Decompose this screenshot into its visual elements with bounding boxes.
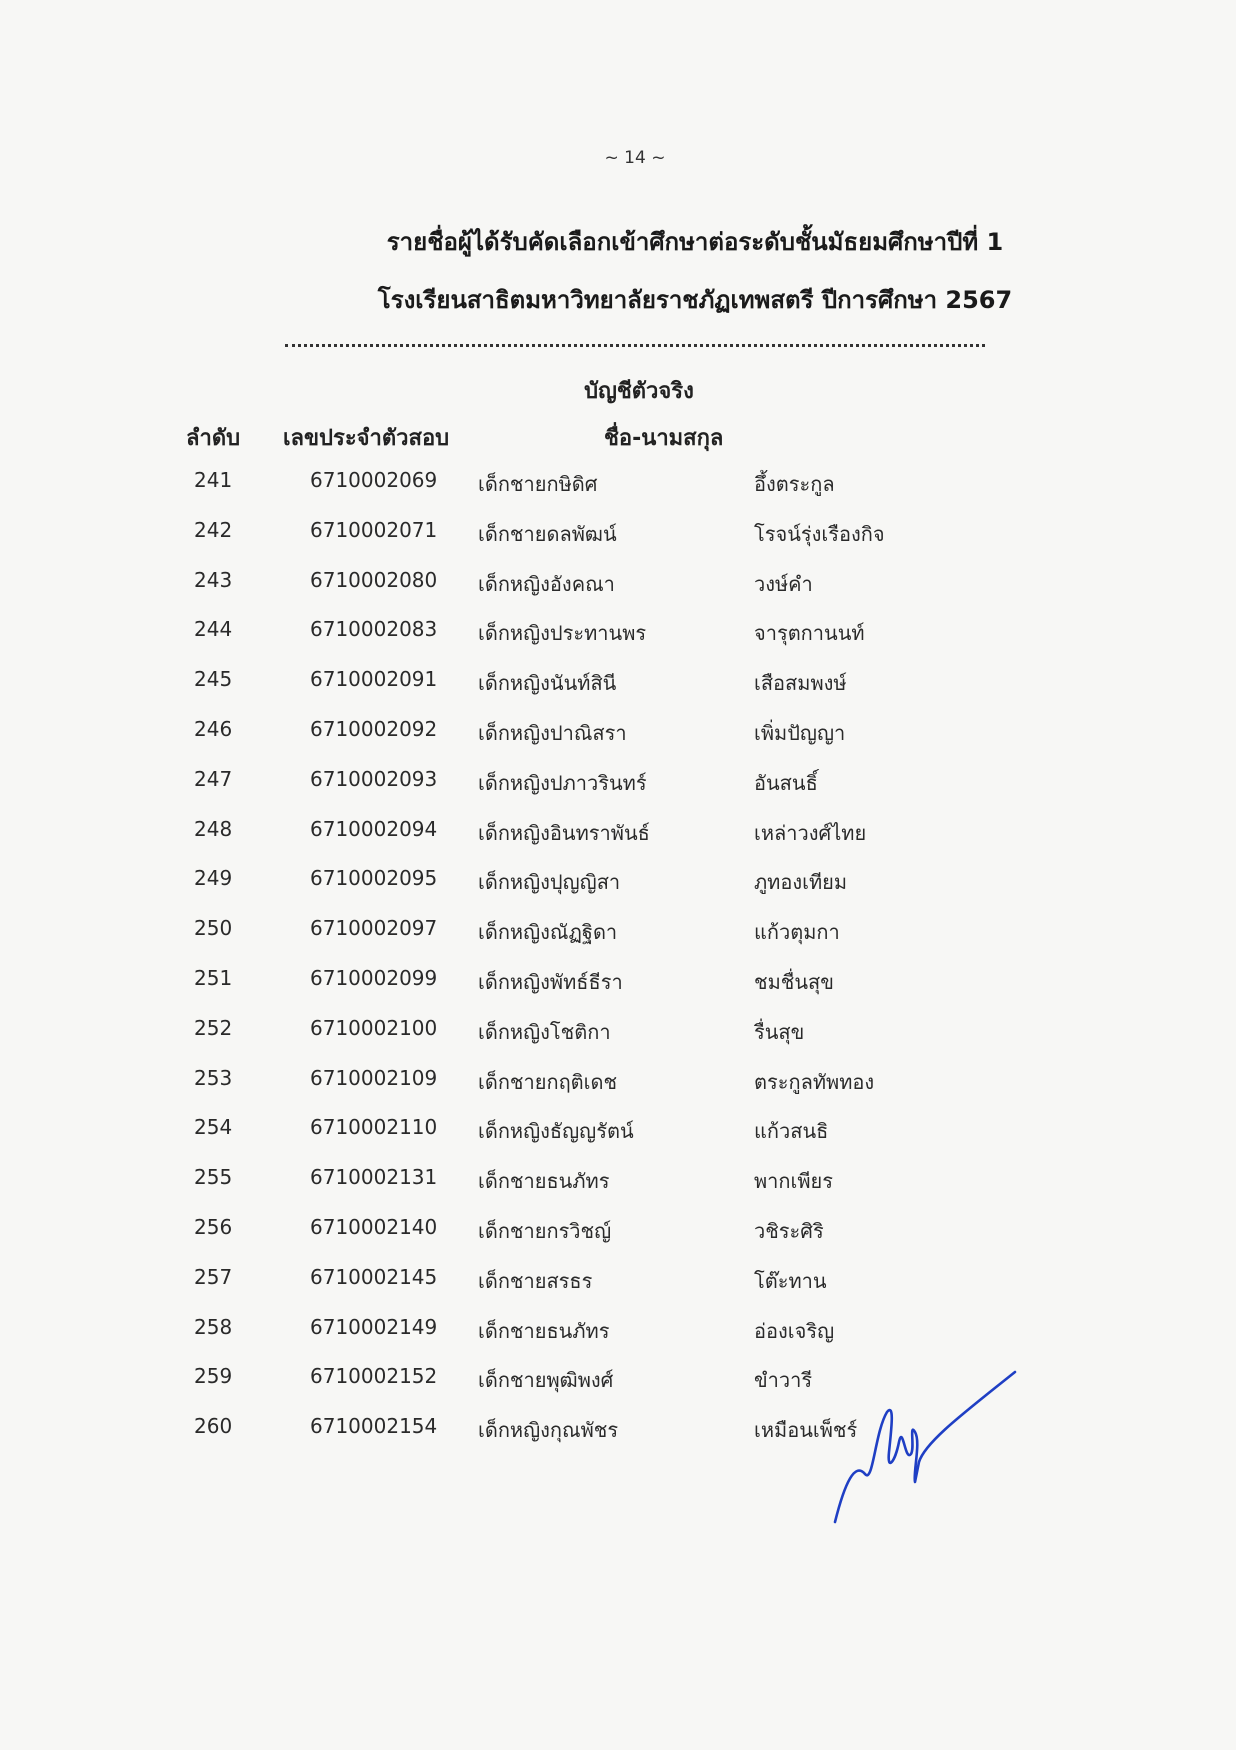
dotted-divider [285, 344, 985, 347]
row-exam-id: 6710002083 [310, 617, 438, 642]
row-order: 253 [194, 1065, 233, 1090]
table-row [0, 1315, 1236, 1355]
row-last-name: รื่นสุข [754, 1019, 805, 1044]
row-first-name: เด็กหญิงนันท์สินี [478, 671, 617, 696]
row-first-name: เด็กชายกษิดิศ [478, 472, 598, 496]
table-row [0, 1066, 1236, 1106]
row-exam-id: 6710002094 [310, 816, 438, 841]
row-exam-id: 6710002099 [310, 966, 438, 990]
row-order: 250 [194, 916, 233, 941]
row-last-name: ขำวารี [754, 1368, 813, 1393]
table-row [0, 866, 1236, 906]
row-first-name: เด็กหญิงปภาวรินทร์ [478, 770, 647, 795]
row-exam-id: 6710002100 [310, 1015, 438, 1040]
table-row [0, 1265, 1236, 1305]
row-first-name: เด็กชายกฤติเดช [478, 1069, 618, 1094]
row-order: 260 [194, 1414, 233, 1439]
row-order: 248 [194, 816, 233, 841]
row-first-name: เด็กหญิงกุณพัชร [478, 1418, 619, 1443]
row-last-name: จารุตกานนท์ [754, 621, 865, 646]
row-order: 252 [194, 1015, 233, 1040]
row-first-name: เด็กชายธนภัทร [478, 1169, 610, 1194]
row-exam-id: 6710002091 [310, 667, 438, 692]
row-exam-id: 6710002071 [310, 517, 438, 542]
row-first-name: เด็กหญิงประทานพร [478, 621, 647, 646]
table-row [0, 1165, 1236, 1205]
row-first-name: เด็กหญิงอินทราพันธ์ [478, 820, 650, 845]
row-first-name: เด็กหญิงปาณิสรา [478, 721, 627, 745]
row-last-name: พากเพียร [754, 1169, 834, 1194]
column-header-order: ลำดับ [186, 426, 241, 451]
list-heading: บัญชีตัวจริง [584, 379, 694, 404]
row-last-name: วชิระศิริ [754, 1219, 824, 1243]
row-exam-id: 6710002149 [310, 1314, 438, 1339]
row-last-name: เสือสมพงษ์ [754, 671, 847, 696]
table-row [0, 817, 1236, 857]
column-header-exam-id: เลขประจำตัวสอบ [283, 426, 450, 451]
page-number: ~ 14 ~ [604, 148, 666, 168]
table-row [0, 468, 1236, 508]
row-order: 245 [194, 667, 233, 692]
row-first-name: เด็กชายสรธร [478, 1268, 593, 1293]
row-exam-id: 6710002154 [310, 1414, 438, 1439]
table-row [0, 1364, 1236, 1404]
row-order: 251 [194, 966, 233, 990]
table-row [0, 1016, 1236, 1056]
row-order: 244 [194, 617, 233, 642]
row-last-name: ตระกูลทัพทอง [754, 1069, 875, 1094]
row-order: 254 [194, 1115, 233, 1140]
row-order: 255 [194, 1165, 233, 1190]
table-row [0, 1414, 1236, 1454]
row-last-name: อึ้งตระกูล [754, 472, 835, 496]
column-header-name: ชื่อ-นามสกุล [604, 426, 724, 451]
row-last-name: เหมือนเพ็ชร์ [754, 1418, 858, 1443]
table-row [0, 518, 1236, 558]
row-order: 241 [194, 468, 233, 492]
row-last-name: ภูทองเทียม [754, 870, 848, 895]
document-title-line-2: โรงเรียนสาธิตมหาวิทยาลัยราชภัฏเทพสตรี ปีการศึกษา 2567 [377, 286, 1013, 314]
row-first-name: เด็กหญิงอังคณา [478, 571, 615, 596]
row-exam-id: 6710002069 [310, 468, 438, 492]
row-exam-id: 6710002109 [310, 1065, 438, 1090]
row-exam-id: 6710002110 [310, 1115, 438, 1140]
row-last-name: โต๊ะทาน [754, 1268, 827, 1293]
table-row [0, 1115, 1236, 1155]
signature [825, 1362, 1025, 1532]
row-first-name: เด็กชายธนภัทร [478, 1318, 610, 1343]
table-row [0, 617, 1236, 657]
row-order: 242 [194, 517, 233, 542]
row-exam-id: 6710002152 [310, 1364, 438, 1389]
row-exam-id: 6710002097 [310, 916, 438, 941]
row-order: 258 [194, 1314, 233, 1339]
row-order: 243 [194, 567, 233, 592]
row-last-name: เพิ่มปัญญา [754, 721, 846, 745]
row-last-name: อ่องเจริญ [754, 1318, 835, 1343]
row-exam-id: 6710002145 [310, 1264, 438, 1289]
row-order: 257 [194, 1264, 233, 1289]
row-exam-id: 6710002093 [310, 766, 438, 791]
row-last-name: แก้วสนธิ [754, 1119, 829, 1144]
row-first-name: เด็กหญิงพัทธ์ธีรา [478, 970, 623, 994]
row-order: 249 [194, 866, 233, 891]
row-first-name: เด็กหญิงธัญญรัตน์ [478, 1119, 634, 1144]
row-exam-id: 6710002095 [310, 866, 438, 891]
row-order: 256 [194, 1215, 233, 1239]
row-order: 246 [194, 717, 233, 741]
table-row [0, 667, 1236, 707]
row-first-name: เด็กชายกรวิชญ์ [478, 1219, 612, 1243]
document-title-line-1: รายชื่อผู้ได้รับคัดเลือกเข้าศึกษาต่อระดับชั้นมัธยมศึกษาปีที่ 1 [386, 228, 1004, 256]
row-exam-id: 6710002080 [310, 567, 438, 592]
row-first-name: เด็กหญิงณัฏฐิดา [478, 920, 618, 945]
row-last-name: แก้วตุมกา [754, 920, 840, 945]
row-last-name: วงษ์คำ [754, 571, 813, 596]
row-exam-id: 6710002092 [310, 717, 438, 741]
row-last-name: เหล่าวงศ์ไทย [754, 820, 867, 845]
row-last-name: โรจน์รุ่งเรืองกิจ [754, 521, 885, 546]
table-row [0, 568, 1236, 608]
table-row [0, 717, 1236, 757]
row-exam-id: 6710002140 [310, 1215, 438, 1239]
row-exam-id: 6710002131 [310, 1165, 438, 1190]
table-row [0, 1215, 1236, 1255]
row-first-name: เด็กหญิงปุญญิสา [478, 870, 621, 895]
row-order: 247 [194, 766, 233, 791]
row-first-name: เด็กหญิงโชติกา [478, 1019, 611, 1044]
row-first-name: เด็กชายดลพัฒน์ [478, 521, 617, 546]
table-row [0, 916, 1236, 956]
row-last-name: ชมชื่นสุข [754, 970, 834, 994]
table-row [0, 767, 1236, 807]
row-last-name: อันสนธิ์ [754, 770, 818, 795]
row-order: 259 [194, 1364, 233, 1389]
table-row [0, 966, 1236, 1006]
row-first-name: เด็กชายพุฒิพงศ์ [478, 1368, 614, 1393]
